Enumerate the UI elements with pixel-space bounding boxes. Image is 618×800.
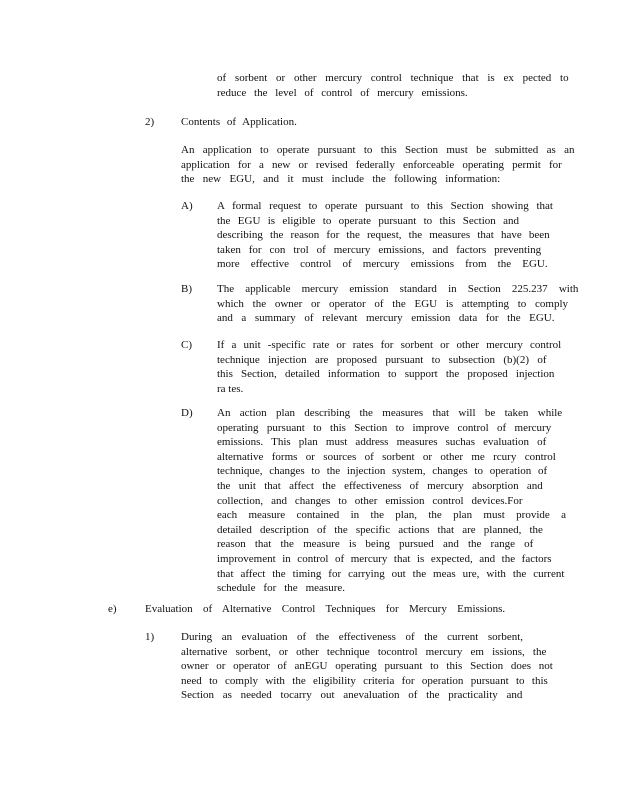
text-line: which the owner or operator of the EGU is attempting to comply	[217, 297, 569, 310]
text-line: schedule for the measure.	[217, 582, 345, 595]
text-line: of sorbent or other mercury control technique that is ex pected to	[217, 72, 569, 84]
text-line: that affect the timing for carrying out the meas ure, with the current	[217, 567, 565, 580]
text-line: reason that the measure is being pursued and the range of	[217, 538, 534, 551]
text-line: reduce the level of control of mercury emissions.	[217, 86, 468, 99]
item-number: 2)	[145, 116, 155, 128]
text-line: application for a new or revised federally enforceable operating permit for	[181, 158, 562, 171]
text-line: collection, and changes to other emission control devices.For	[217, 494, 523, 507]
item-paragraph	[181, 630, 553, 703]
text-line: A formal request to operate pursuant to this Section showing that	[217, 200, 553, 212]
text-line: and a summary of relevant mercury emission data for the EGU.	[217, 312, 555, 325]
continuation-paragraph	[217, 71, 569, 100]
text-line: If a unit -specific rate or rates for sorbent or other mercury control	[217, 339, 562, 351]
text-line: technique injection are proposed pursuant to subsection (b)(2) of	[217, 353, 547, 366]
text-line: the unit that affect the effectiveness of mercury absorption and	[217, 479, 543, 492]
text-line: this Section, detailed information to support the proposed injection	[217, 368, 555, 381]
item-heading: Contents of Application.	[181, 116, 297, 128]
item-number: 1)	[145, 631, 155, 643]
subitem-paragraph	[217, 199, 553, 272]
text-line: detailed description of the specific actions that are planned, the	[217, 523, 543, 536]
text-line: Section as needed tocarry out anevaluation of the practicality and	[181, 689, 523, 702]
text-line: need to comply with the eligibility criteria for operation pursuant to this	[181, 674, 548, 687]
text-line: An action plan describing the measures that will be taken while	[217, 407, 563, 419]
subitem-label: A)	[181, 200, 193, 212]
text-line: describing the reason for the request, the measures that have been	[217, 229, 550, 242]
subitem-paragraph	[217, 338, 562, 396]
section-heading: Evaluation of Alternative Control Techniques for Mercury Emissions.	[145, 603, 506, 615]
text-line: The applicable mercury emission standard in Section 225.237 with	[217, 283, 579, 295]
intro-paragraph	[181, 143, 575, 187]
text-line: the new EGU, and it must include the following information:	[181, 173, 501, 186]
subitem-paragraph	[217, 282, 579, 326]
text-line: each measure contained in the plan, the plan must provide a	[217, 509, 566, 522]
text-line: taken for con trol of mercury emissions, and factors preventing	[217, 243, 542, 256]
text-line: more effective control of mercury emissions from the EGU.	[217, 258, 548, 271]
text-line: operating pursuant to this Section to improve control of mercury	[217, 421, 552, 434]
text-line: improvement in control of mercury that is expected, and the factors	[217, 552, 552, 565]
subitem-label: C)	[181, 339, 192, 351]
text-line: During an evaluation of the effectiveness of the current sorbent,	[181, 631, 524, 643]
text-line: alternative sorbent, or other technique tocontrol mercury em issions, the	[181, 645, 547, 658]
subitem-label: B)	[181, 283, 192, 295]
text-line: ra tes.	[217, 382, 244, 395]
text-line: alternative forms or sources of sorbent or other me rcury control	[217, 450, 556, 463]
subitem-label: D)	[181, 407, 193, 419]
text-line: technique, changes to the injection system, changes to operation of	[217, 465, 548, 478]
text-line: An application to operate pursuant to this Section must be submitted as an	[181, 144, 575, 156]
subitem-paragraph	[217, 406, 566, 596]
text-line: emissions. This plan must address measures suchas evaluation of	[217, 436, 547, 449]
text-line: the EGU is eligible to operate pursuant to this Section and	[217, 214, 520, 227]
text-line: owner or operator of anEGU operating pursuant to this Section does not	[181, 660, 553, 673]
section-label: e)	[108, 603, 117, 615]
